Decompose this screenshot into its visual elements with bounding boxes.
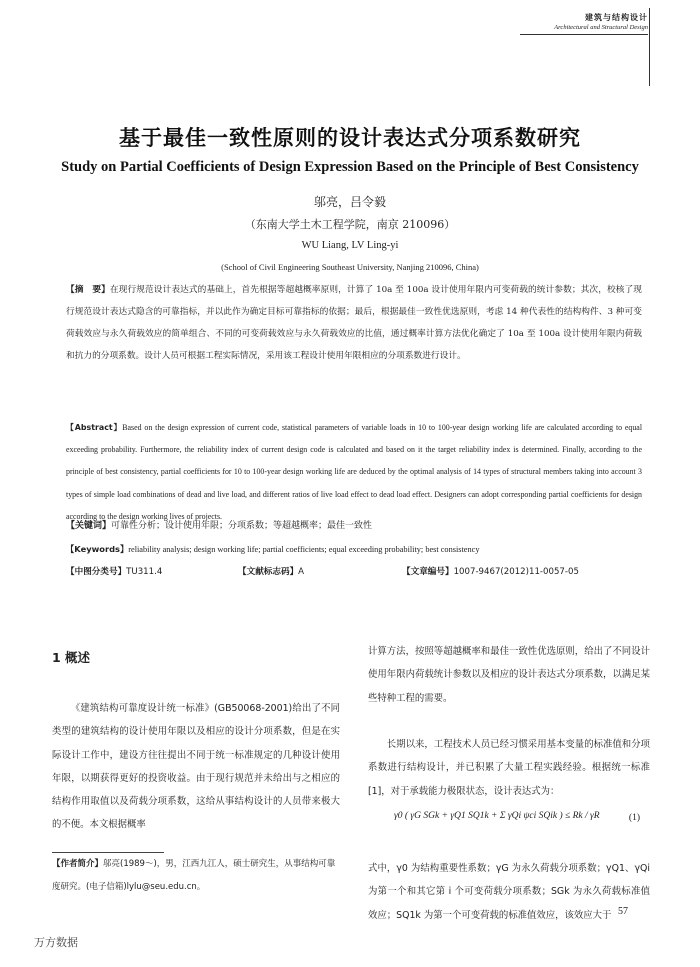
classification-row — [66, 561, 642, 583]
doc-label: 【文献标志码】 — [238, 567, 299, 577]
affiliation-cn: （东南大学土木工程学院，南京 210096） — [244, 218, 456, 231]
footnote-text: 邬亮(1989～)，男，江西九江人，硕士研究生，从事结构可靠度研究。(电子信箱)lylu@seu.edu.cn。 — [52, 859, 336, 892]
equation-expression: γ0 ( γG SGk + γQ1 SQ1k + Σ γQi ψci SQik ) ≤ Rk / γR — [394, 811, 600, 821]
title-en: Study on Partial Coefficients of Design Expression Based on the Principle of Best Consistency — [61, 159, 639, 175]
keywords-cn — [66, 515, 642, 537]
keywords-en-text: reliability analysis; design working life; partial coefficients; equal exceeding probability; best consistency — [128, 545, 480, 554]
author-footnote — [52, 853, 340, 899]
keywords-cn-label: 【关键词】 — [66, 521, 112, 531]
doc-code — [238, 561, 304, 583]
right-paragraph-1: 计算方法，按照等超越概率和最佳一致性优选原则，给出了不同设计使用年限内荷载统计参数以及相应的设计表达式分项系数，以满足某些特种工程的需要。 — [368, 646, 650, 704]
watermark: 万方数据 — [34, 936, 78, 949]
abstract-en — [66, 417, 642, 528]
clc-value: TU311.4 — [126, 567, 163, 577]
abstract-cn — [66, 279, 642, 367]
journal-header — [554, 12, 648, 31]
journal-name-en: Architectural and Structural Design — [554, 24, 648, 31]
clc-code — [66, 561, 162, 583]
doc-value: A — [298, 567, 305, 577]
abstract-en-text: Based on the design expression of current code, statistical parameters of variable loads in 10 to 100-year design working life are calculated according to equal exceeding probability. Furthermore, the reliability index of current design code is calculated and based on it the target reliability index is determined. Finally, according to the principle of best consistency, partial coefficients for 10 to 100-year design working life are deduced by the optimal analysis of 14 types of structural members taking into account 3 types of simple load combinations of dead and live load, and different ratios of live load effect to dead load effect. Designers can adopt corresponding partial coefficients for design according to the design working lives of projects. — [66, 423, 643, 521]
section-heading: 1 概述 — [52, 650, 91, 665]
authors-en: WU Liang, LV Ling-yi — [301, 240, 399, 251]
right-paragraph-2: 长期以来，工程技术人员已经习惯采用基本变量的标准值和分项系数进行结构设计，并已积累了大量工程实践经验。根据统一标准[1]，对于承载能力极限状态，设计表达式为： — [368, 739, 650, 797]
header-vertical-rule — [649, 8, 650, 86]
abstract-cn-label: 【摘 要】 — [66, 285, 110, 295]
header-rule — [520, 34, 648, 35]
keywords-cn-text: 可靠性分析；设计使用年限；分项系数；等超越概率；最佳一致性 — [111, 521, 373, 531]
article-label: 【文章编号】 — [402, 567, 454, 577]
abstract-en-label: 【Abstract】 — [66, 423, 123, 432]
article-value: 1007-9467(2012)11-0057-05 — [453, 567, 579, 577]
title-cn: 基于最佳一致性原则的设计表达式分项系数研究 — [119, 126, 581, 150]
intro-paragraph: 《建筑结构可靠度设计统一标准》(GB50068-2001)给出了不同类型的建筑结构的设计使用年限以及相应的设计分项系数，但是在实际设计工作中，建设方往往提出不同于统一标准规定的几种设计使用年限，以期获得更好的投资收益。由于现行规范并未给出与之相应的结构作用取值以及荷载分项系数，这给从事结构设计的人员带来极大的不便。本文根据概率 — [52, 703, 340, 831]
keywords-en-label: 【Keywords】 — [66, 544, 129, 554]
right-paragraph-3: 式中，γ0 为结构重要性系数；γG 为永久荷载分项系数；γQ1、γQi 为第一个和其它第 i 个可变荷载分项系数；SGk 为永久荷载标准值效应；SQ1k 为第一个可变荷载的标准值效应，该效应大于 — [368, 863, 650, 921]
journal-name-cn: 建筑与结构设计 — [585, 13, 648, 22]
equation-1 — [368, 805, 650, 839]
equation-number: (1) — [628, 813, 640, 823]
footnote-label: 【作者简介】 — [52, 859, 104, 869]
abstract-cn-text: 在现行规范设计表达式的基础上，首先根据等超越概率原则，计算了 10a 至 100a 设计使用年限内可变荷载的统计参数；其次，校核了现行规范设计表达式隐含的可靠指标，并以此作为确定目标可靠指标的依据；最后，根据最佳一致性优选原则，考虑 14 种代表性的结构构件、3 种可变荷载效应与永久荷载效应的简单组合、不同的可变荷载效应与永久荷载效应的比值，通过概率计算方法优化确定了 10a 至 100a 设计使用年限内荷载和抗力的分项系数。设计人员可根据工程实际情况，采用该工程设计使用年限相应的分项系数进行设计。 — [66, 285, 642, 361]
article-number — [402, 561, 579, 583]
authors-cn: 邬亮，吕令毅 — [313, 195, 386, 209]
affiliation-en: (School of Civil Engineering Southeast University, Nanjing 210096, China) — [221, 262, 479, 272]
page-number: 57 — [618, 906, 628, 917]
clc-label: 【中图分类号】 — [66, 567, 127, 577]
keywords-en — [66, 538, 642, 561]
